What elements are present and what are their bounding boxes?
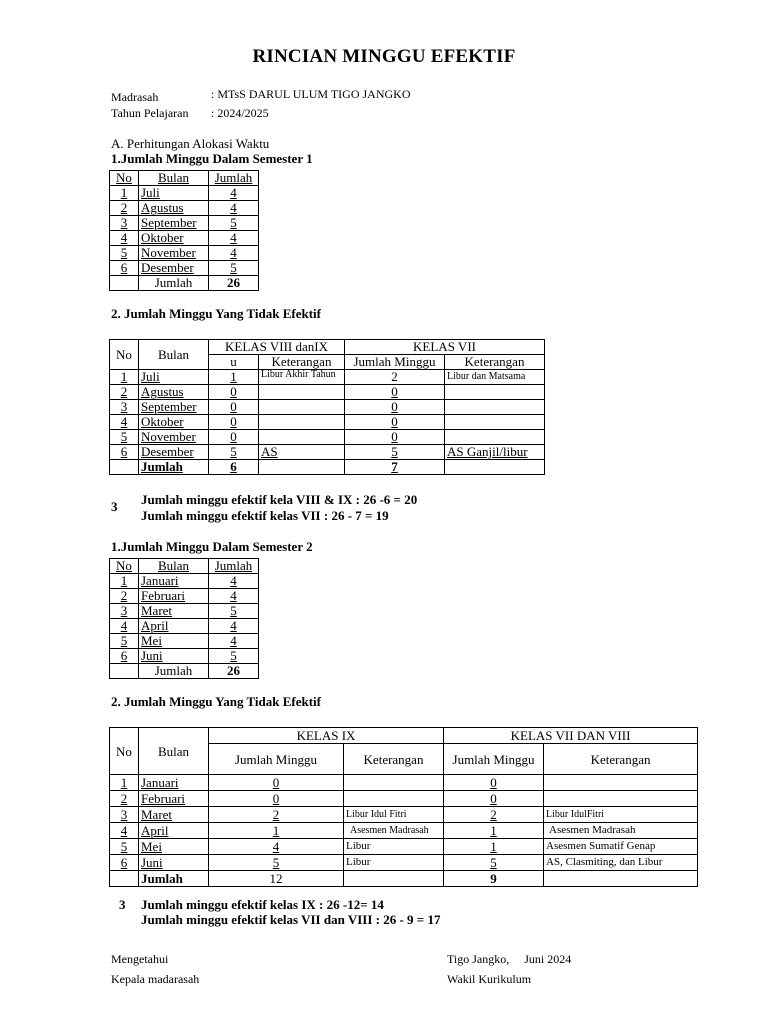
table-row xyxy=(110,216,259,231)
cell-jumlah: 5 xyxy=(209,261,259,276)
cell-keterangan: AS, Clasmiting, dan Libur xyxy=(544,855,698,871)
cell-keterangan xyxy=(259,385,345,400)
cell-empty xyxy=(110,276,139,291)
table-header-row xyxy=(110,728,698,744)
cell-bulan: Oktober xyxy=(139,415,209,430)
cell-no: 4 xyxy=(110,823,139,839)
total-value: 26 xyxy=(209,664,259,679)
cell-no: 3 xyxy=(110,604,139,619)
cell-jumlah-minggu: 2 xyxy=(444,807,544,823)
total-label: Jumlah xyxy=(139,871,209,887)
cell-jumlah: 0 xyxy=(209,430,259,445)
cell-keterangan: Libur xyxy=(344,855,444,871)
sem1-ne-table xyxy=(109,339,545,475)
cell-empty xyxy=(344,871,444,887)
total-value: 6 xyxy=(209,460,259,475)
cell-jumlah: 0 xyxy=(209,400,259,415)
cell-jumlah-minggu: 5 xyxy=(444,855,544,871)
cell-no: 2 xyxy=(110,791,139,807)
sem1-table xyxy=(109,170,259,291)
cell-keterangan: Libur xyxy=(344,839,444,855)
cell-jumlah-minggu: 1 xyxy=(444,839,544,855)
header-no: No xyxy=(110,171,139,186)
cell-keterangan: Asesmen Sumatif Genap xyxy=(544,839,698,855)
header-jumlah: Jumlah xyxy=(209,171,259,186)
table-row xyxy=(110,246,259,261)
cell-empty xyxy=(110,871,139,887)
cell-no: 5 xyxy=(110,246,139,261)
header-bulan: Bulan xyxy=(139,340,209,370)
table-row xyxy=(110,201,259,216)
cell-jumlah: 5 xyxy=(209,649,259,664)
page-title: RINCIAN MINGGU EFEKTIF xyxy=(252,46,516,67)
cell-jumlah: 4 xyxy=(209,574,259,589)
cell-no: 4 xyxy=(110,415,139,430)
footer-kepala: Kepala madarasah xyxy=(111,972,200,986)
table-row xyxy=(110,775,698,791)
table-row xyxy=(110,823,698,839)
cell-bulan: November xyxy=(139,430,209,445)
cell-keterangan: Libur IdulFitri xyxy=(544,807,698,823)
cell-no: 5 xyxy=(110,430,139,445)
cell-bulan: Januari xyxy=(139,574,209,589)
cell-no: 4 xyxy=(110,619,139,634)
cell-keterangan xyxy=(544,791,698,807)
cell-jumlah: 4 xyxy=(209,246,259,261)
header-bulan: Bulan xyxy=(139,171,209,186)
cell-keterangan xyxy=(344,791,444,807)
sem2-calc-line2: Jumlah minggu efektif kelas VII dan VIII : 26 - 9 = 17 xyxy=(141,912,441,927)
table-total-row xyxy=(110,460,545,475)
subheader-jumlah-minggu: Jumlah Minggu xyxy=(209,744,344,775)
tahun-value: : 2024/2025 xyxy=(211,106,269,120)
cell-bulan: April xyxy=(139,823,209,839)
cell-bulan: Juli xyxy=(139,186,209,201)
cell-no: 5 xyxy=(110,839,139,855)
cell-jumlah-minggu: 5 xyxy=(209,855,344,871)
footer-mengetahui: Mengetahui xyxy=(111,952,169,966)
cell-bulan: Juni xyxy=(139,855,209,871)
footer-wakil: Wakil Kurikulum xyxy=(447,972,532,986)
cell-keterangan: Libur Akhir Tahun xyxy=(259,370,345,385)
total-value: 12 xyxy=(209,871,344,887)
cell-jumlah: 5 xyxy=(209,445,259,460)
total-value: 26 xyxy=(209,276,259,291)
cell-jumlah: 4 xyxy=(209,619,259,634)
cell-keterangan xyxy=(445,385,545,400)
table-row xyxy=(110,619,259,634)
header-group-kelas-8-9: KELAS VIII danIX xyxy=(209,340,345,355)
table-row xyxy=(110,430,545,445)
cell-jumlah: 4 xyxy=(209,201,259,216)
cell-bulan: November xyxy=(139,246,209,261)
table-row xyxy=(110,791,698,807)
cell-jumlah: 1 xyxy=(209,370,259,385)
cell-jumlah: 0 xyxy=(209,415,259,430)
cell-jumlah-minggu: 2 xyxy=(209,807,344,823)
cell-no: 6 xyxy=(110,649,139,664)
cell-empty xyxy=(445,460,545,475)
cell-jumlah-minggu: 0 xyxy=(444,775,544,791)
cell-jumlah-minggu: 0 xyxy=(209,775,344,791)
subheader-keterangan: Keterangan xyxy=(344,744,444,775)
sem1-calc-number: 3 xyxy=(111,499,118,514)
cell-jumlah: 4 xyxy=(209,231,259,246)
sem2-ne-table xyxy=(109,727,698,887)
header-bulan: Bulan xyxy=(139,559,209,574)
cell-bulan: Februari xyxy=(139,791,209,807)
footer-place-date: Tigo Jangko, Juni 2024 xyxy=(447,952,572,966)
cell-empty xyxy=(544,871,698,887)
cell-keterangan xyxy=(259,415,345,430)
cell-keterangan: AS xyxy=(259,445,345,460)
cell-keterangan xyxy=(259,400,345,415)
cell-bulan: September xyxy=(139,400,209,415)
cell-empty xyxy=(259,460,345,475)
table-total-row xyxy=(110,871,698,887)
cell-jumlah-minggu: 1 xyxy=(209,823,344,839)
sem2-table xyxy=(109,558,259,679)
cell-jumlah-minggu: 0 xyxy=(345,430,445,445)
sem1-ne-heading: 2. Jumlah Minggu Yang Tidak Efektif xyxy=(111,306,321,321)
cell-keterangan: Libur dan Matsama xyxy=(445,370,545,385)
table-header-row xyxy=(110,559,259,574)
header-bulan: Bulan xyxy=(139,728,209,775)
cell-no: 3 xyxy=(110,216,139,231)
cell-keterangan: Libur Idul Fitri xyxy=(344,807,444,823)
cell-bulan: Desember xyxy=(139,261,209,276)
madrasah-value: : MTsS DARUL ULUM TIGO JANGKO xyxy=(211,87,411,101)
cell-bulan: September xyxy=(139,216,209,231)
cell-jumlah: 4 xyxy=(209,634,259,649)
cell-bulan: Maret xyxy=(139,604,209,619)
cell-jumlah: 4 xyxy=(209,186,259,201)
subheader-jumlah: u xyxy=(209,355,259,370)
header-no: No xyxy=(110,728,139,775)
cell-keterangan: Asesmen Madrasah xyxy=(344,823,444,839)
total-value: 7 xyxy=(345,460,445,475)
cell-no: 1 xyxy=(110,775,139,791)
header-group-kelas-7: KELAS VII xyxy=(345,340,545,355)
cell-empty xyxy=(110,460,139,475)
table-row xyxy=(110,385,545,400)
total-value: 9 xyxy=(444,871,544,887)
cell-bulan: Juli xyxy=(139,370,209,385)
table-row xyxy=(110,445,545,460)
table-row xyxy=(110,261,259,276)
cell-no: 3 xyxy=(110,807,139,823)
cell-empty xyxy=(110,664,139,679)
cell-jumlah-minggu: 4 xyxy=(209,839,344,855)
cell-no: 2 xyxy=(110,385,139,400)
sem1-calc-line1: Jumlah minggu efektif kela VIII & IX : 26 -6 = 20 xyxy=(141,492,418,507)
tahun-label: Tahun Pelajaran xyxy=(111,106,189,120)
total-label: Jumlah xyxy=(139,460,209,475)
cell-jumlah: 0 xyxy=(209,385,259,400)
sem2-ne-heading: 2. Jumlah Minggu Yang Tidak Efektif xyxy=(111,694,321,709)
cell-bulan: Januari xyxy=(139,775,209,791)
cell-no: 3 xyxy=(110,400,139,415)
table-header-row xyxy=(110,340,545,355)
cell-no: 1 xyxy=(110,186,139,201)
cell-no: 2 xyxy=(110,201,139,216)
cell-keterangan: AS Ganjil/libur xyxy=(445,445,545,460)
table-header-row xyxy=(110,171,259,186)
sem2-calc-number: 3 xyxy=(119,897,126,912)
table-row xyxy=(110,231,259,246)
cell-no: 2 xyxy=(110,589,139,604)
subheader-jumlah-minggu: Jumlah Minggu xyxy=(444,744,544,775)
subheader-keterangan: Keterangan xyxy=(259,355,345,370)
cell-keterangan xyxy=(544,775,698,791)
cell-jumlah: 5 xyxy=(209,216,259,231)
table-row xyxy=(110,855,698,871)
table-row xyxy=(110,400,545,415)
cell-keterangan xyxy=(445,400,545,415)
cell-no: 6 xyxy=(110,445,139,460)
cell-bulan: Maret xyxy=(139,807,209,823)
cell-bulan: Desember xyxy=(139,445,209,460)
cell-no: 5 xyxy=(110,634,139,649)
table-row xyxy=(110,604,259,619)
subheader-keterangan: Keterangan xyxy=(544,744,698,775)
sem2-calc-line1: Jumlah minggu efektif kelas IX : 26 -12= 14 xyxy=(141,897,384,912)
table-row xyxy=(110,574,259,589)
cell-bulan: April xyxy=(139,619,209,634)
header-no: No xyxy=(110,340,139,370)
cell-bulan: Mei xyxy=(139,839,209,855)
cell-no: 1 xyxy=(110,370,139,385)
cell-jumlah: 4 xyxy=(209,589,259,604)
cell-bulan: Februari xyxy=(139,589,209,604)
table-row xyxy=(110,589,259,604)
sem1-heading: 1.Jumlah Minggu Dalam Semester 1 xyxy=(111,151,313,166)
cell-jumlah-minggu: 5 xyxy=(345,445,445,460)
cell-no: 6 xyxy=(110,261,139,276)
table-row xyxy=(110,415,545,430)
total-label: Jumlah xyxy=(139,276,209,291)
subheader-keterangan: Keterangan xyxy=(445,355,545,370)
table-row xyxy=(110,649,259,664)
cell-jumlah-minggu: 0 xyxy=(345,400,445,415)
sem1-calc-line2: Jumlah minggu efektif kelas VII : 26 - 7 = 19 xyxy=(141,508,389,523)
cell-jumlah-minggu: 0 xyxy=(444,791,544,807)
cell-bulan: Agustus xyxy=(139,385,209,400)
cell-keterangan xyxy=(445,415,545,430)
cell-no: 6 xyxy=(110,855,139,871)
cell-jumlah-minggu: 0 xyxy=(345,415,445,430)
table-row xyxy=(110,370,545,385)
cell-no: 4 xyxy=(110,231,139,246)
cell-jumlah-minggu: 0 xyxy=(345,385,445,400)
table-row xyxy=(110,839,698,855)
cell-jumlah-minggu: 1 xyxy=(444,823,544,839)
cell-jumlah: 5 xyxy=(209,604,259,619)
cell-bulan: Mei xyxy=(139,634,209,649)
madrasah-label: Madrasah xyxy=(111,90,159,104)
table-row xyxy=(110,186,259,201)
subheader-jumlah-minggu: Jumlah Minggu xyxy=(345,355,445,370)
sem2-heading: 1.Jumlah Minggu Dalam Semester 2 xyxy=(111,539,313,554)
cell-bulan: Oktober xyxy=(139,231,209,246)
section-a-heading: A. Perhitungan Alokasi Waktu xyxy=(111,136,270,151)
table-row xyxy=(110,807,698,823)
cell-bulan: Juni xyxy=(139,649,209,664)
table-total-row xyxy=(110,664,259,679)
cell-jumlah-minggu: 2 xyxy=(345,370,445,385)
cell-keterangan xyxy=(259,430,345,445)
total-label: Jumlah xyxy=(139,664,209,679)
cell-no: 1 xyxy=(110,574,139,589)
cell-bulan: Agustus xyxy=(139,201,209,216)
header-group-kelas-9: KELAS IX xyxy=(209,728,444,744)
header-group-kelas-7-8: KELAS VII DAN VIII xyxy=(444,728,698,744)
cell-keterangan: Asesmen Madrasah xyxy=(544,823,698,839)
header-no: No xyxy=(110,559,139,574)
cell-jumlah-minggu: 0 xyxy=(209,791,344,807)
cell-keterangan xyxy=(344,775,444,791)
header-jumlah: Jumlah xyxy=(209,559,259,574)
table-total-row xyxy=(110,276,259,291)
table-row xyxy=(110,634,259,649)
cell-keterangan xyxy=(445,430,545,445)
